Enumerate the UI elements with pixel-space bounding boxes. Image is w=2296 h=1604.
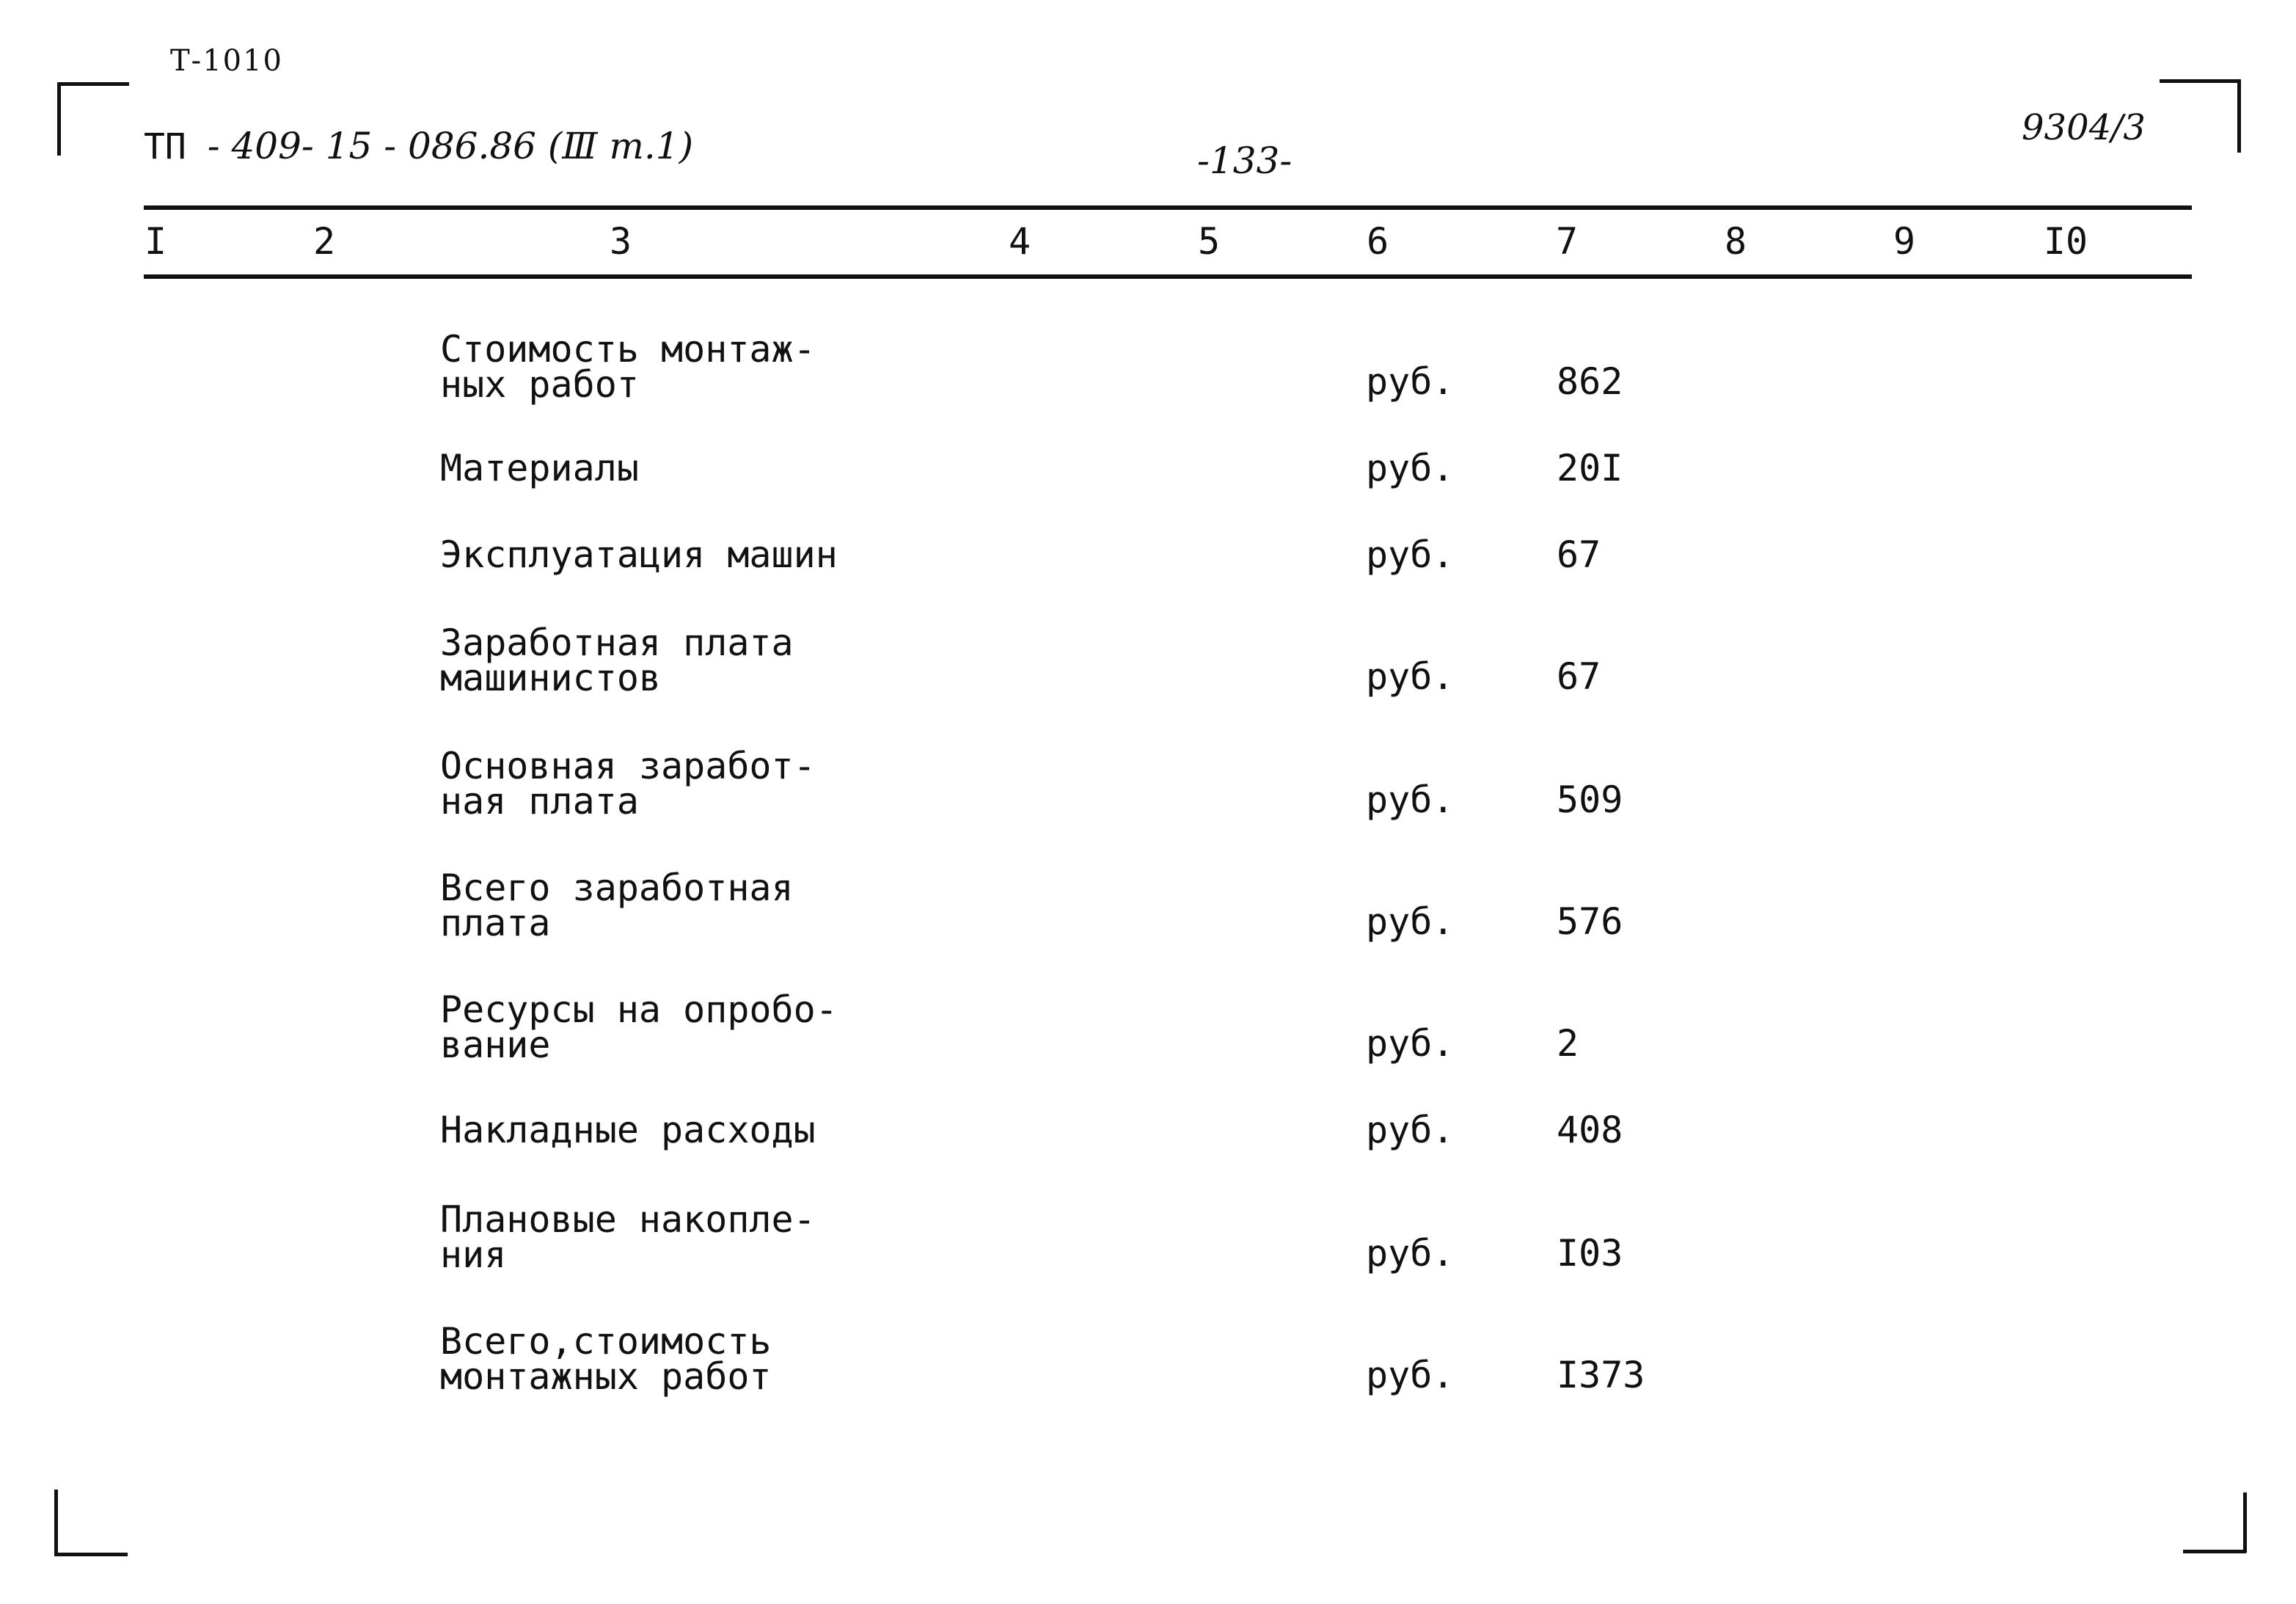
row-description: Всего,стоимость монтажных работ bbox=[440, 1320, 772, 1398]
frame-corner-bottom-left bbox=[54, 1490, 58, 1556]
row-value: I03 bbox=[1557, 1232, 1623, 1275]
column-header: 4 bbox=[1008, 220, 1031, 263]
row-description: Стоимость монтаж- ных работ bbox=[440, 328, 816, 406]
column-header: 9 bbox=[1893, 220, 1916, 263]
column-header: 3 bbox=[609, 220, 632, 263]
row-value: 2 bbox=[1557, 1022, 1579, 1065]
row-value: 67 bbox=[1557, 533, 1601, 576]
row-unit: руб. bbox=[1366, 1022, 1455, 1065]
row-unit: руб. bbox=[1366, 360, 1455, 403]
row-description: Эксплуатация машин bbox=[440, 533, 838, 576]
column-header: 2 bbox=[312, 220, 336, 263]
table-header-top-rule bbox=[144, 205, 2192, 210]
row-unit: руб. bbox=[1366, 900, 1455, 943]
frame-corner-top-right bbox=[2160, 79, 2240, 83]
row-value: 67 bbox=[1557, 655, 1601, 698]
row-description: Всего заработная плата bbox=[440, 867, 794, 944]
row-description: Плановые накопле- ния bbox=[440, 1198, 816, 1276]
document-code bbox=[144, 125, 693, 167]
frame-corner-top-right bbox=[2237, 79, 2241, 153]
column-header: I0 bbox=[2043, 220, 2088, 263]
row-description: Основная заработ- ная плата bbox=[440, 745, 816, 823]
frame-corner-top-left bbox=[57, 82, 61, 156]
form-code: Т-1010 bbox=[170, 44, 283, 78]
row-value: I373 bbox=[1557, 1354, 1645, 1396]
row-value: 862 bbox=[1557, 360, 1623, 403]
row-value: 576 bbox=[1557, 900, 1623, 943]
frame-corner-top-left bbox=[57, 82, 129, 86]
page-number: -133- bbox=[1197, 139, 1293, 182]
inventory-number: 9304/3 bbox=[2022, 107, 2146, 148]
row-description: Заработная плата машинистов bbox=[440, 621, 794, 699]
row-unit: руб. bbox=[1366, 1354, 1455, 1396]
document-code-prefix: ТП bbox=[144, 126, 186, 167]
row-value: 509 bbox=[1557, 779, 1623, 821]
row-value: 20I bbox=[1557, 447, 1623, 489]
row-unit: руб. bbox=[1366, 779, 1455, 821]
column-header: 7 bbox=[1555, 220, 1579, 263]
frame-corner-bottom-right bbox=[2243, 1492, 2247, 1553]
row-description: Накладные расходы bbox=[440, 1109, 816, 1151]
row-unit: руб. bbox=[1366, 533, 1455, 576]
column-header: I bbox=[144, 220, 167, 263]
row-unit: руб. bbox=[1366, 1109, 1455, 1151]
row-description: Ресурсы на опробо- вание bbox=[440, 988, 838, 1066]
frame-corner-bottom-right bbox=[2183, 1550, 2246, 1553]
column-header: 5 bbox=[1197, 220, 1221, 263]
row-unit: руб. bbox=[1366, 447, 1455, 489]
table-header-bottom-rule bbox=[144, 274, 2192, 279]
column-header: 8 bbox=[1724, 220, 1747, 263]
frame-corner-bottom-left bbox=[54, 1553, 128, 1556]
column-header: 6 bbox=[1366, 220, 1389, 263]
row-unit: руб. bbox=[1366, 655, 1455, 698]
row-description: Материалы bbox=[440, 447, 639, 489]
document-code-number: - 409- 15 - 086.86 (Ⅲ т.1) bbox=[207, 125, 694, 167]
row-unit: руб. bbox=[1366, 1232, 1455, 1275]
row-value: 408 bbox=[1557, 1109, 1623, 1151]
